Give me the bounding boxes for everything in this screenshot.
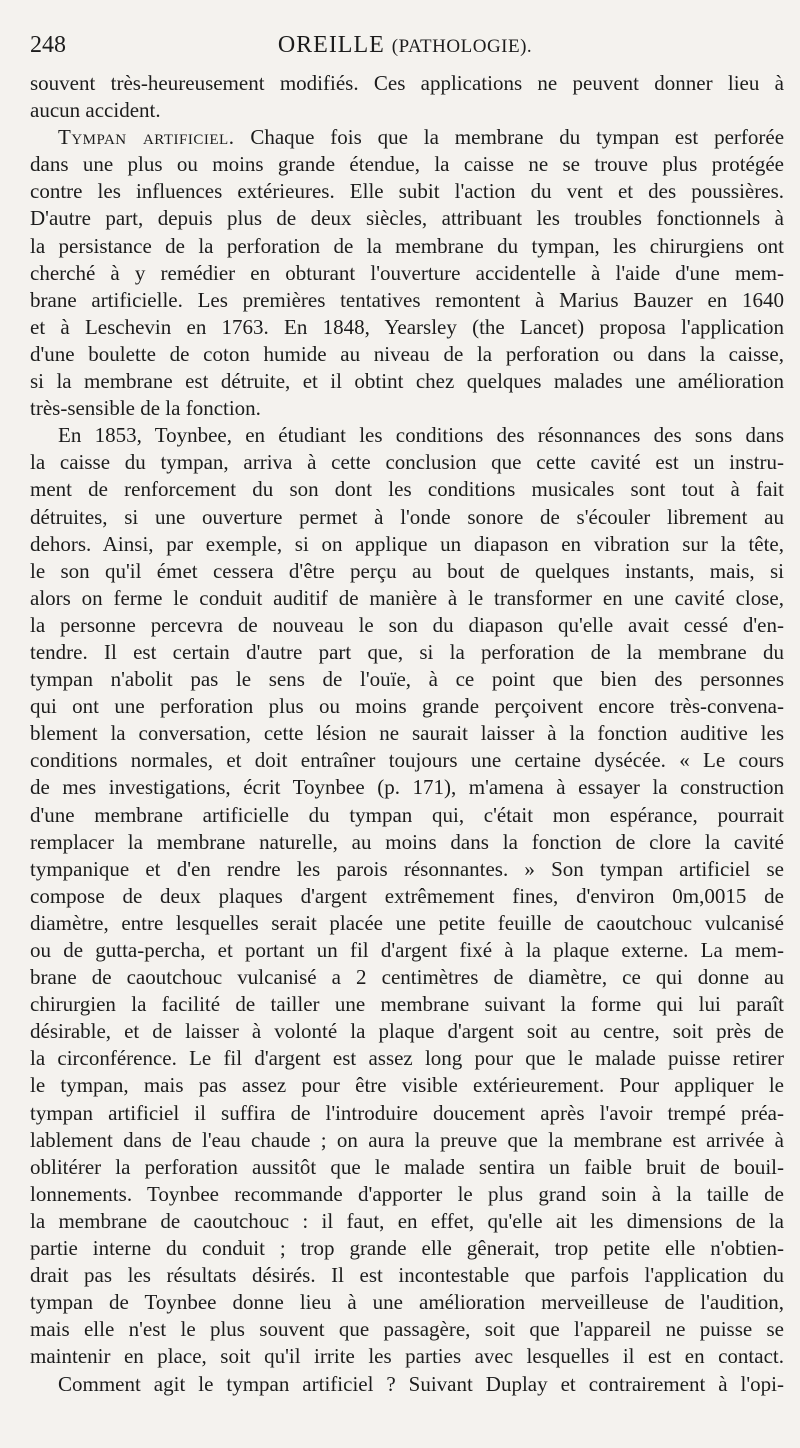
text-line: remplacer la membrane naturelle, au moins dans la fonction de clore la cavité — [30, 829, 784, 854]
text-line: mais elle n'est le plus souvent que passagère, soit que l'appareil ne puisse se — [30, 1317, 784, 1342]
text-line: contre les influences extérieures. Elle subit l'action du vent et des poussières. — [30, 179, 784, 204]
text-line: conditions normales, et doit entraîner toujours une certaine dysécée. « Le cours — [30, 748, 784, 773]
text-line: tympan artificiel il suffira de l'introduire doucement après l'avoir trempé préa- — [30, 1100, 784, 1125]
text-line: détruites, si une ouverture permet à l'onde sonore de s'écouler librement au — [30, 504, 784, 529]
text-line: le tympan, mais pas assez pour être visible extérieurement. Pour appliquer le — [30, 1073, 784, 1098]
text-line: la caisse du tympan, arriva à cette conclusion que cette cavité est un instru- — [30, 450, 784, 475]
text-line: désirable, et de laisser à volonté la plaque d'argent soit au centre, soit près de — [30, 1019, 784, 1044]
running-header — [30, 32, 780, 62]
text-line: et à Leschevin en 1763. En 1848, Yearsley (the Lancet) proposa l'application — [30, 314, 784, 339]
text-line: compose de deux plaques d'argent extrêmement fines, d'environ 0m,0015 de — [30, 883, 784, 908]
header-title: OREILLE — [277, 32, 385, 58]
section-heading: Tympan artificiel. — [58, 125, 235, 150]
text-line: blement la conversation, cette lésion ne saurait laisser à la fonction auditive les — [30, 721, 784, 746]
text-line: ou de gutta-percha, et portant un fil d'argent fixé à la plaque externe. La mem- — [30, 938, 784, 962]
text-line: partie interne du conduit ; trop grande elle gênerait, trop petite elle n'obtien- — [30, 1236, 784, 1261]
text-line: cherché à y remédier en obturant l'ouverture accidentelle à l'aide d'une mem- — [30, 260, 784, 285]
text-line: maintenir en place, soit qu'il irrite les parties avec lesquelles il est en contact. — [30, 1344, 784, 1369]
text-line: D'autre part, depuis plus de deux siècles, attribuant les troubles fonctionnels à — [30, 206, 784, 231]
text-line: la persistance de la perforation de la membrane du tympan, les chirurgiens ont — [30, 233, 784, 258]
text-line: d'une membrane artificielle du tympan qui, c'était mon espérance, pourrait — [30, 802, 784, 827]
text-line: tympan de Toynbee donne lieu à une amélioration merveilleuse de l'audition, — [30, 1290, 784, 1315]
text-line: dans une plus ou moins grande étendue, la caisse ne se trouve plus protégée — [30, 152, 784, 177]
text-line: la personne percevra de nouveau le son du diapason qu'elle avait cessé d'en- — [30, 612, 784, 637]
body-text — [30, 70, 784, 1398]
text-line: oblitérer la perforation aussitôt que le malade sentira un faible bruit de bouil- — [30, 1154, 784, 1179]
text-line: lablement dans de l'eau chaude ; on aura la preuve que la membrane est arrivée à — [30, 1127, 784, 1152]
text-line: tendre. Il est certain d'autre part que, si la perforation de la membrane du — [30, 639, 784, 664]
text-line: souvent très-heureusement modifiés. Ces applications ne peuvent donner lieu à — [30, 71, 784, 95]
text-line: tympan n'abolit pas le sens de l'ouïe, à ce point que bien des personnes — [30, 667, 784, 692]
text-line: qui ont une perforation plus ou moins grande perçoivent encore très-convena- — [30, 694, 784, 719]
text-line-rest: Chaque fois que la membrane du tympan est perforée — [250, 125, 784, 150]
text-line: brane artificielle. Les premières tentatives remontent à Marius Bauzer en 1640 — [30, 287, 784, 312]
text-line: chirurgien la facilité de tailler une membrane suivant la forme qui lui paraît — [30, 992, 784, 1017]
text-line: aucun accident. — [30, 98, 161, 123]
text-line: Comment agit le tympan artificiel ? Suivant Duplay et contrairement à l'opi- — [58, 1371, 784, 1396]
text-line: la membrane de caoutchouc : il faut, en effet, qu'elle ait les dimensions de la — [30, 1208, 784, 1233]
text-line: En 1853, Toynbee, en étudiant les conditions des résonnances des sons dans — [58, 423, 784, 448]
running-title — [30, 32, 780, 59]
text-line: dehors. Ainsi, par exemple, si on applique un diapason en vibration sur la tête, — [30, 531, 784, 556]
text-line: diamètre, entre lesquelles serait placée une petite feuille de caoutchouc vulcanisé — [30, 910, 784, 935]
text-line: ment de renforcement du son dont les conditions musicales sont tout à fait — [30, 477, 784, 502]
text-line: de mes investigations, écrit Toynbee (p. 171), m'amena à essayer la construction — [30, 775, 784, 800]
text-line: très-sensible de la fonction. — [30, 396, 261, 421]
text-line: si la membrane est détruite, et il obtint chez quelques malades une amélioration — [30, 369, 784, 394]
text-line: le son qu'il émet cessera d'être perçu au bout de quelques instants, mais, si — [30, 558, 784, 583]
text-line: la circonférence. Le fil d'argent est assez long pour que le malade puisse retirer — [30, 1046, 784, 1071]
text-line: tympanique et d'en rendre les parois résonnantes. » Son tympan artificiel se — [30, 856, 784, 881]
header-subtitle: (PATHOLOGIE). — [391, 36, 533, 57]
text-line: lonnements. Toynbee recommande d'apporter le plus grand soin à la taille de — [30, 1181, 784, 1206]
text-line: alors on ferme le conduit auditif de manière à le transformer en une cavité close, — [30, 585, 784, 610]
text-line — [30, 124, 784, 151]
text-line: brane de caoutchouc vulcanisé a 2 centimètres de diamètre, ce qui donne au — [30, 965, 784, 990]
text-line: d'une boulette de coton humide au niveau de la perforation ou dans la caisse, — [30, 341, 784, 366]
text-line: drait pas les résultats désirés. Il est incontestable que parfois l'application du — [30, 1263, 784, 1288]
page-number: 248 — [30, 32, 66, 58]
